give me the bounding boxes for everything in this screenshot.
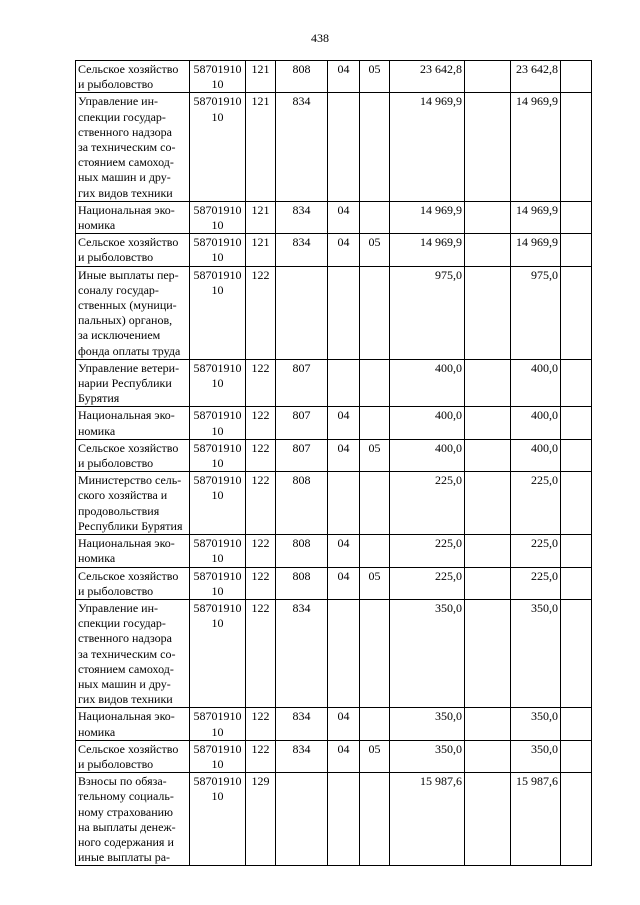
administrator-code-cell: 807 (276, 359, 328, 407)
section-cell: 04 (328, 740, 360, 772)
amount-cell: 400,0 (390, 439, 465, 471)
section-cell: 04 (328, 567, 360, 599)
target-article-code-cell: 58701910 10 (190, 234, 246, 266)
item-name-cell: Национальная эко- номика (76, 407, 190, 439)
subsection-cell (360, 266, 390, 359)
total-amount-cell: 23 642,8 (511, 61, 561, 93)
total-amount-cell: 400,0 (511, 407, 561, 439)
empty-cell (561, 439, 592, 471)
amount-cell: 14 969,9 (390, 234, 465, 266)
amount-cell: 225,0 (390, 472, 465, 535)
table-row (76, 472, 592, 535)
item-name-cell: Министерство сель- ского хозяйства и продовольствия Республики Бурятия (76, 472, 190, 535)
section-cell (328, 472, 360, 535)
item-name-cell: Сельское хозяйство и рыболовство (76, 567, 190, 599)
amount-cell: 400,0 (390, 359, 465, 407)
table-row (76, 773, 592, 866)
empty-cell (465, 266, 511, 359)
amount-cell: 225,0 (390, 567, 465, 599)
target-article-code-cell: 58701910 10 (190, 773, 246, 866)
table-row (76, 93, 592, 201)
empty-cell (465, 599, 511, 707)
section-cell: 04 (328, 535, 360, 567)
expense-type-cell: 122 (246, 439, 276, 471)
empty-cell (561, 61, 592, 93)
target-article-code-cell: 58701910 10 (190, 201, 246, 233)
section-cell: 04 (328, 234, 360, 266)
total-amount-cell: 225,0 (511, 535, 561, 567)
subsection-cell (360, 535, 390, 567)
empty-cell (561, 201, 592, 233)
empty-cell (465, 407, 511, 439)
table-row (76, 266, 592, 359)
table-row (76, 567, 592, 599)
administrator-code-cell (276, 773, 328, 866)
empty-cell (561, 535, 592, 567)
total-amount-cell: 350,0 (511, 740, 561, 772)
subsection-cell: 05 (360, 234, 390, 266)
section-cell: 04 (328, 61, 360, 93)
amount-cell: 975,0 (390, 266, 465, 359)
section-cell (328, 359, 360, 407)
empty-cell (465, 439, 511, 471)
section-cell: 04 (328, 439, 360, 471)
empty-cell (561, 266, 592, 359)
total-amount-cell: 15 987,6 (511, 773, 561, 866)
empty-cell (561, 359, 592, 407)
expense-type-cell: 122 (246, 535, 276, 567)
amount-cell: 14 969,9 (390, 201, 465, 233)
target-article-code-cell: 58701910 10 (190, 740, 246, 772)
target-article-code-cell: 58701910 10 (190, 535, 246, 567)
target-article-code-cell: 58701910 10 (190, 567, 246, 599)
expense-type-cell: 121 (246, 93, 276, 201)
expense-type-cell: 122 (246, 708, 276, 740)
empty-cell (465, 93, 511, 201)
expense-type-cell: 122 (246, 599, 276, 707)
empty-cell (465, 201, 511, 233)
empty-cell (465, 359, 511, 407)
item-name-cell: Управление ветери- нарии Республики Бурятия (76, 359, 190, 407)
administrator-code-cell: 834 (276, 740, 328, 772)
empty-cell (465, 61, 511, 93)
total-amount-cell: 14 969,9 (511, 234, 561, 266)
empty-cell (561, 93, 592, 201)
total-amount-cell: 400,0 (511, 439, 561, 471)
item-name-cell: Сельское хозяйство и рыболовство (76, 439, 190, 471)
empty-cell (561, 567, 592, 599)
item-name-cell: Национальная эко- номика (76, 201, 190, 233)
table-row (76, 599, 592, 707)
administrator-code-cell: 808 (276, 472, 328, 535)
section-cell: 04 (328, 201, 360, 233)
subsection-cell (360, 407, 390, 439)
expense-type-cell: 122 (246, 266, 276, 359)
subsection-cell: 05 (360, 61, 390, 93)
item-name-cell: Управление ин- спекции государ- ственного надзора за техническим со- стоянием самоход- ных машин и дру- гих видов техники (76, 599, 190, 707)
amount-cell: 350,0 (390, 740, 465, 772)
section-cell (328, 93, 360, 201)
expense-type-cell: 121 (246, 61, 276, 93)
amount-cell: 400,0 (390, 407, 465, 439)
item-name-cell: Взносы по обяза- тельному социаль- ному страхованию на выплаты денеж- ного содержания и иные выплаты ра- (76, 773, 190, 866)
administrator-code-cell: 808 (276, 535, 328, 567)
administrator-code-cell: 834 (276, 599, 328, 707)
target-article-code-cell: 58701910 10 (190, 439, 246, 471)
empty-cell (561, 472, 592, 535)
empty-cell (561, 708, 592, 740)
empty-cell (561, 740, 592, 772)
item-name-cell: Национальная эко- номика (76, 535, 190, 567)
administrator-code-cell (276, 266, 328, 359)
section-cell: 04 (328, 407, 360, 439)
amount-cell: 23 642,8 (390, 61, 465, 93)
table-row (76, 61, 592, 93)
section-cell (328, 773, 360, 866)
empty-cell (465, 708, 511, 740)
total-amount-cell: 225,0 (511, 472, 561, 535)
administrator-code-cell: 808 (276, 61, 328, 93)
empty-cell (465, 472, 511, 535)
table-row (76, 201, 592, 233)
amount-cell: 15 987,6 (390, 773, 465, 866)
table-row (76, 234, 592, 266)
table-row (76, 740, 592, 772)
item-name-cell: Управление ин- спекции государ- ственного надзора за техническим со- стоянием самоход- ных машин и дру- гих видов техники (76, 93, 190, 201)
expense-type-cell: 121 (246, 201, 276, 233)
target-article-code-cell: 58701910 10 (190, 93, 246, 201)
total-amount-cell: 350,0 (511, 708, 561, 740)
total-amount-cell: 975,0 (511, 266, 561, 359)
target-article-code-cell: 58701910 10 (190, 266, 246, 359)
subsection-cell: 05 (360, 740, 390, 772)
item-name-cell: Сельское хозяйство и рыболовство (76, 61, 190, 93)
empty-cell (561, 599, 592, 707)
subsection-cell: 05 (360, 439, 390, 471)
subsection-cell (360, 599, 390, 707)
expense-type-cell: 122 (246, 359, 276, 407)
item-name-cell: Иные выплаты пер- соналу государ- ственных (муници- пальных) органов, за исключением фонда оплаты труда (76, 266, 190, 359)
table-body (76, 61, 592, 866)
empty-cell (465, 740, 511, 772)
administrator-code-cell: 807 (276, 407, 328, 439)
administrator-code-cell: 834 (276, 201, 328, 233)
page-number: 438 (311, 31, 329, 45)
target-article-code-cell: 58701910 10 (190, 708, 246, 740)
expense-type-cell: 122 (246, 472, 276, 535)
item-name-cell: Сельское хозяйство и рыболовство (76, 740, 190, 772)
total-amount-cell: 14 969,9 (511, 93, 561, 201)
table-row (76, 359, 592, 407)
target-article-code-cell: 58701910 10 (190, 472, 246, 535)
amount-cell: 350,0 (390, 599, 465, 707)
empty-cell (465, 234, 511, 266)
table-row (76, 535, 592, 567)
subsection-cell: 05 (360, 567, 390, 599)
target-article-code-cell: 58701910 10 (190, 407, 246, 439)
table-row (76, 439, 592, 471)
expense-type-cell: 121 (246, 234, 276, 266)
total-amount-cell: 400,0 (511, 359, 561, 407)
subsection-cell (360, 708, 390, 740)
total-amount-cell: 350,0 (511, 599, 561, 707)
section-cell (328, 266, 360, 359)
empty-cell (561, 773, 592, 866)
expense-type-cell: 122 (246, 407, 276, 439)
amount-cell: 350,0 (390, 708, 465, 740)
subsection-cell (360, 201, 390, 233)
administrator-code-cell: 834 (276, 93, 328, 201)
item-name-cell: Сельское хозяйство и рыболовство (76, 234, 190, 266)
subsection-cell (360, 359, 390, 407)
subsection-cell (360, 472, 390, 535)
empty-cell (465, 567, 511, 599)
subsection-cell (360, 773, 390, 866)
empty-cell (561, 234, 592, 266)
expense-type-cell: 129 (246, 773, 276, 866)
target-article-code-cell: 58701910 10 (190, 599, 246, 707)
administrator-code-cell: 834 (276, 234, 328, 266)
administrator-code-cell: 834 (276, 708, 328, 740)
total-amount-cell: 225,0 (511, 567, 561, 599)
item-name-cell: Национальная эко- номика (76, 708, 190, 740)
section-cell: 04 (328, 708, 360, 740)
empty-cell (561, 407, 592, 439)
total-amount-cell: 14 969,9 (511, 201, 561, 233)
subsection-cell (360, 93, 390, 201)
administrator-code-cell: 807 (276, 439, 328, 471)
administrator-code-cell: 808 (276, 567, 328, 599)
target-article-code-cell: 58701910 10 (190, 61, 246, 93)
section-cell (328, 599, 360, 707)
empty-cell (465, 773, 511, 866)
table-row (76, 407, 592, 439)
budget-table (75, 60, 592, 866)
empty-cell (465, 535, 511, 567)
amount-cell: 14 969,9 (390, 93, 465, 201)
target-article-code-cell: 58701910 10 (190, 359, 246, 407)
expense-type-cell: 122 (246, 567, 276, 599)
amount-cell: 225,0 (390, 535, 465, 567)
table-row (76, 708, 592, 740)
expense-type-cell: 122 (246, 740, 276, 772)
